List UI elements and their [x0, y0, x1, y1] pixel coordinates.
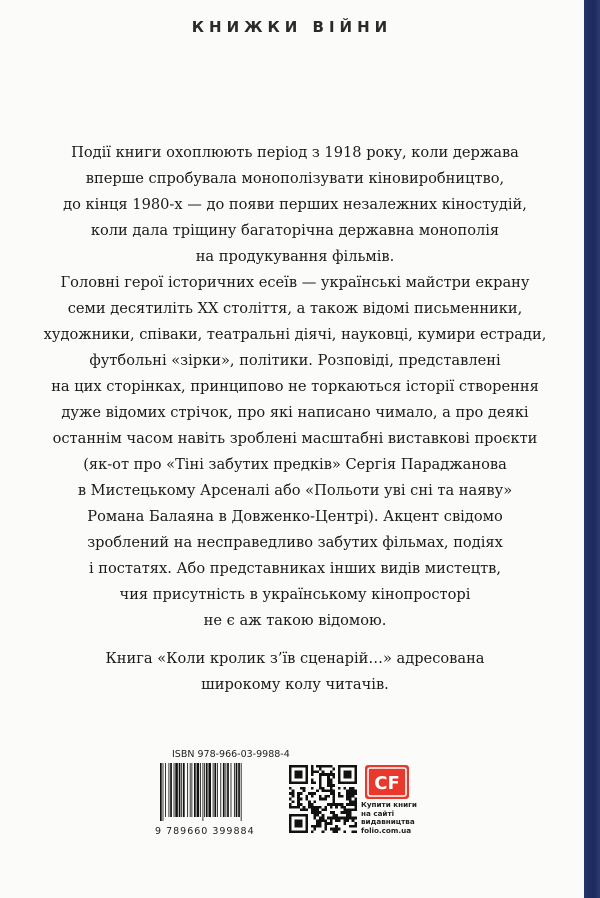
blurb-line: не є аж такою відомою. — [203, 612, 387, 629]
barcode-digits: 9 789660 399884 — [155, 826, 255, 837]
blurb-line: (як-от про «Тіні забутих предків» Сергія Параджанова — [83, 456, 507, 473]
promo-text — [361, 801, 417, 835]
audience-line: Книга «Коли кролик з’їв сценарій…» адресована — [105, 650, 485, 667]
blurb-line: зроблений на несправедливо забутих фільмах, подіях — [87, 534, 503, 551]
blurb-line: до кінця 1980-х — до появи перших незалежних кіностудій, — [63, 196, 527, 213]
blurb-line: чия присутність в українському кінопросторі — [119, 586, 471, 603]
promo-link[interactable]: folio.com.ua — [361, 825, 412, 835]
blurb-line: на продукування фільмів. — [195, 248, 395, 265]
qr-code — [289, 765, 357, 833]
blurb-line: останнім часом навіть зроблені масштабні виставкові проєкти — [52, 430, 538, 447]
blurb-line: вперше спробувала монополізувати кіновиробництво, — [85, 170, 505, 187]
isbn-text: ISBN 978-966-03-9988-4 — [172, 749, 290, 760]
promo-line: видавництва — [361, 817, 415, 827]
blurb-line: і постатях. Або представниках інших видів мистецтв, — [88, 560, 502, 577]
promo-line: Купити книги — [361, 800, 417, 809]
blurb-line: на цих сторінках, принципово не торкаються історії створення — [51, 378, 539, 395]
blurb-line: Події книги охоплюють період з 1918 року, коли держава — [71, 144, 519, 161]
series-title: КНИЖКИ ВІЙНИ — [191, 18, 393, 36]
blurb-line: футбольні «зірки», політики. Розповіді, представлені — [89, 352, 501, 369]
blurb — [40, 140, 550, 634]
blurb-line: Романа Балаяна в Довженко-Центрі). Акцент свідомо — [87, 508, 503, 525]
blurb-line: дуже відомих стрічок, про які написано чимало, а про деякі — [61, 404, 529, 421]
publisher-logo-text: CF — [374, 773, 400, 794]
promo-line: на сайті — [361, 808, 395, 818]
blurb-line: семи десятиліть ХХ століття, а також відомі письменники, — [67, 300, 523, 317]
book-spine-edge — [584, 0, 600, 898]
barcode — [160, 763, 270, 821]
blurb-line: Головні герої історичних есеїв — українські майстри екрану — [60, 274, 530, 291]
publisher-logo — [365, 765, 409, 799]
blurb-line: коли дала тріщину багаторічна державна монополія — [90, 222, 500, 239]
audience-line: широкому колу читачів. — [201, 676, 389, 693]
audience-note — [40, 646, 550, 698]
blurb-line: художники, співаки, театральні діячі, науковці, кумири естради, — [43, 326, 547, 343]
blurb-line: в Мистецькому Арсеналі або «Польоти уві сні та наяву» — [77, 482, 513, 499]
